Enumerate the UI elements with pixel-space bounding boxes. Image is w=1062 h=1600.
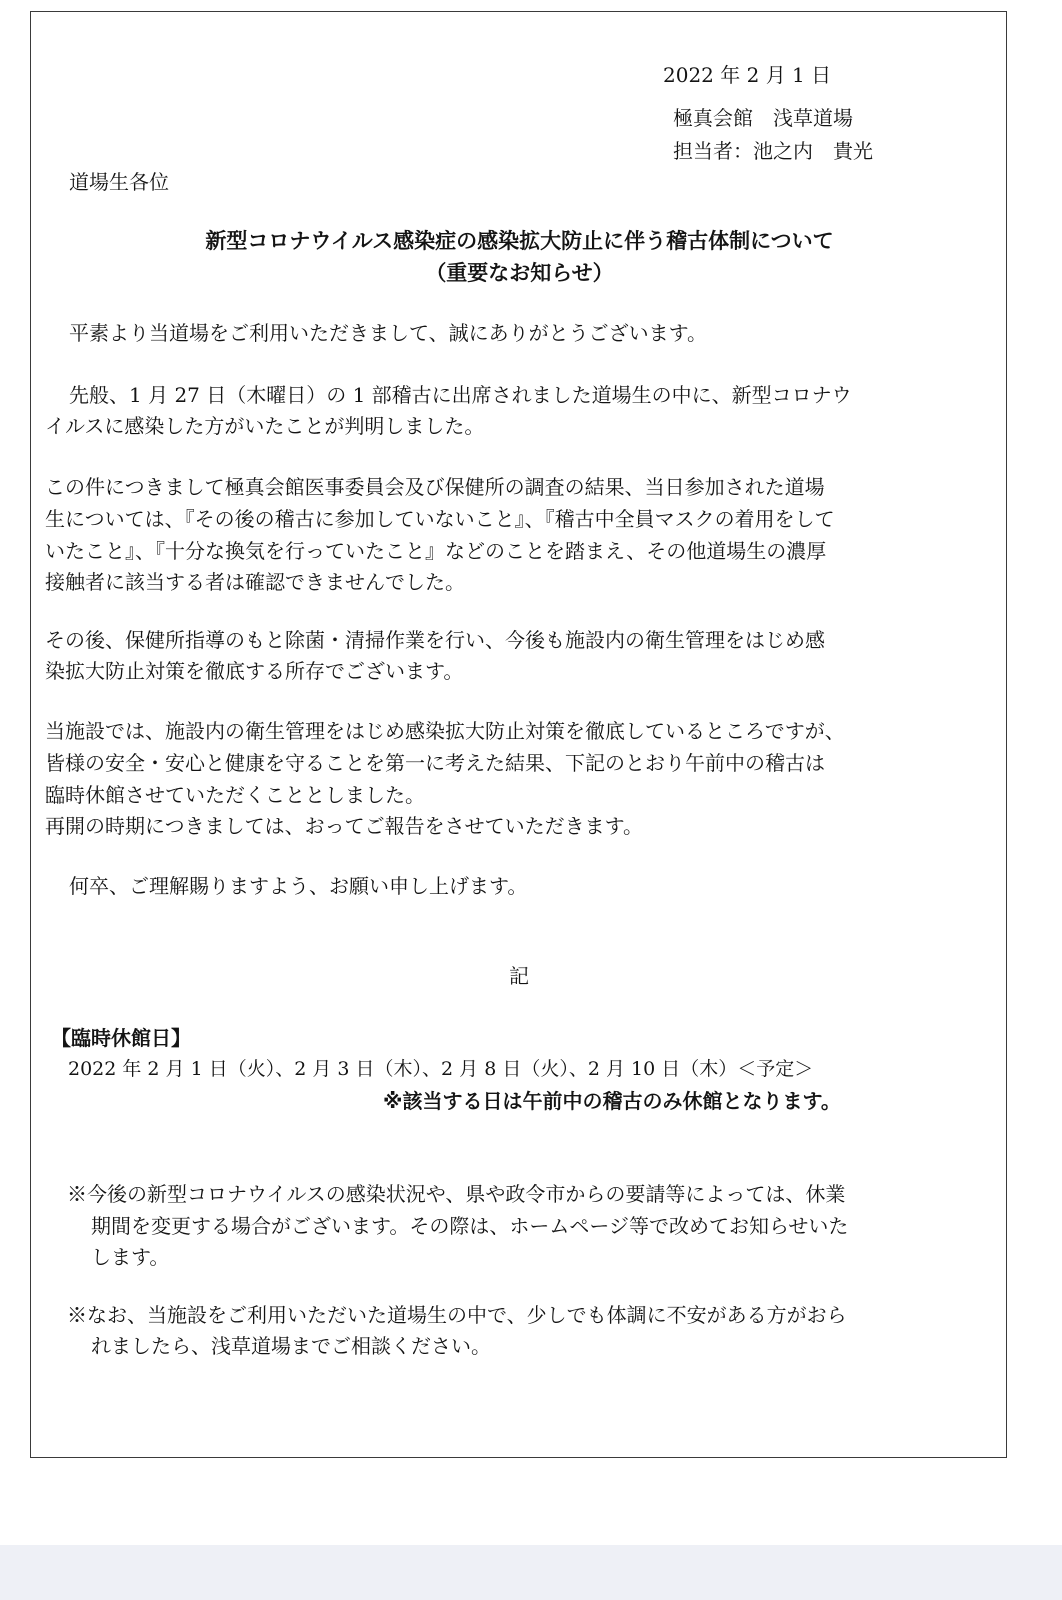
closure-dates: 2022 年 2 月 1 日（火）、2 月 3 日（木）、2 月 8 日（火）、2 月 10 日（木）＜予定＞ bbox=[68, 1058, 814, 1080]
issuer-contact: 担当者：池之内 貴光 bbox=[673, 139, 873, 163]
paragraph-line: 接触者に該当する者は確認できませんでした。 bbox=[45, 570, 465, 594]
issuer-organization: 極真会館 浅草道場 bbox=[673, 106, 853, 130]
paragraph-line: 再開の時期につきましては、おってご報告をさせていただきます。 bbox=[45, 814, 643, 838]
note-line: ※今後の新型コロナウイルスの感染状況や、県や政令市からの要請等によっては、休業 bbox=[67, 1182, 846, 1206]
paragraph-line: 臨時休館させていただくこととしました。 bbox=[45, 783, 425, 807]
note-line: ※なお、当施設をご利用いただいた道場生の中で、少しでも体調に不安がある方がおら bbox=[67, 1303, 847, 1327]
paragraph-line: 先般、1 月 27 日（木曜日）の 1 部稽古に出席されました道場生の中に、新型コロナウ bbox=[69, 383, 852, 407]
note-line: します。 bbox=[91, 1245, 170, 1269]
paragraph-line: 皆様の安全・安心と健康を守ることを第一に考えた結果、下記のとおり午前中の稽古は bbox=[45, 751, 825, 775]
paragraph-line: 染拡大防止対策を徹底する所存でございます。 bbox=[45, 659, 464, 683]
notice-subtitle: （重要なお知らせ） bbox=[425, 261, 614, 285]
greeting-paragraph: 平素より当道場をご利用いただきまして、誠にありがとうございます。 bbox=[69, 321, 707, 345]
notice-title: 新型コロナウイルス感染症の感染拡大防止に伴う稽古体制について bbox=[205, 229, 834, 253]
bottom-toolbar bbox=[0, 1545, 1062, 1600]
paragraph-line: いたこと』、『十分な換気を行っていたこと』などのことを踏まえ、その他道場生の濃厚 bbox=[45, 539, 827, 563]
document-page bbox=[30, 11, 1007, 1458]
closure-heading: 【臨時休館日】 bbox=[51, 1026, 191, 1050]
note-line: 期間を変更する場合がございます。その際は、ホームページ等で改めてお知らせいた bbox=[91, 1214, 849, 1238]
paragraph-line: 生については、『その後の稽古に参加していないこと』、『稽古中全員マスクの着用をして bbox=[45, 507, 835, 531]
issue-date: 2022 年 2 月 1 日 bbox=[663, 63, 832, 87]
recipient: 道場生各位 bbox=[69, 170, 169, 194]
note-line: れましたら、浅草道場までご相談ください。 bbox=[91, 1334, 491, 1358]
ki-marker: 記 bbox=[509, 964, 529, 988]
closing-paragraph: 何卒、ご理解賜りますよう、お願い申し上げます。 bbox=[69, 874, 528, 898]
paragraph-line: 当施設では、施設内の衛生管理をはじめ感染拡大防止対策を徹底しているところですが、 bbox=[45, 719, 845, 743]
paragraph-line: その後、保健所指導のもと除菌・清掃作業を行い、今後も施設内の衛生管理をはじめ感 bbox=[45, 628, 825, 652]
closure-note: ※該当する日は午前中の稽古のみ休館となります。 bbox=[383, 1089, 841, 1113]
paragraph-line: イルスに感染した方がいたことが判明しました。 bbox=[45, 414, 485, 438]
paragraph-line: この件につきまして極真会館医事委員会及び保健所の調査の結果、当日参加された道場 bbox=[45, 475, 825, 499]
